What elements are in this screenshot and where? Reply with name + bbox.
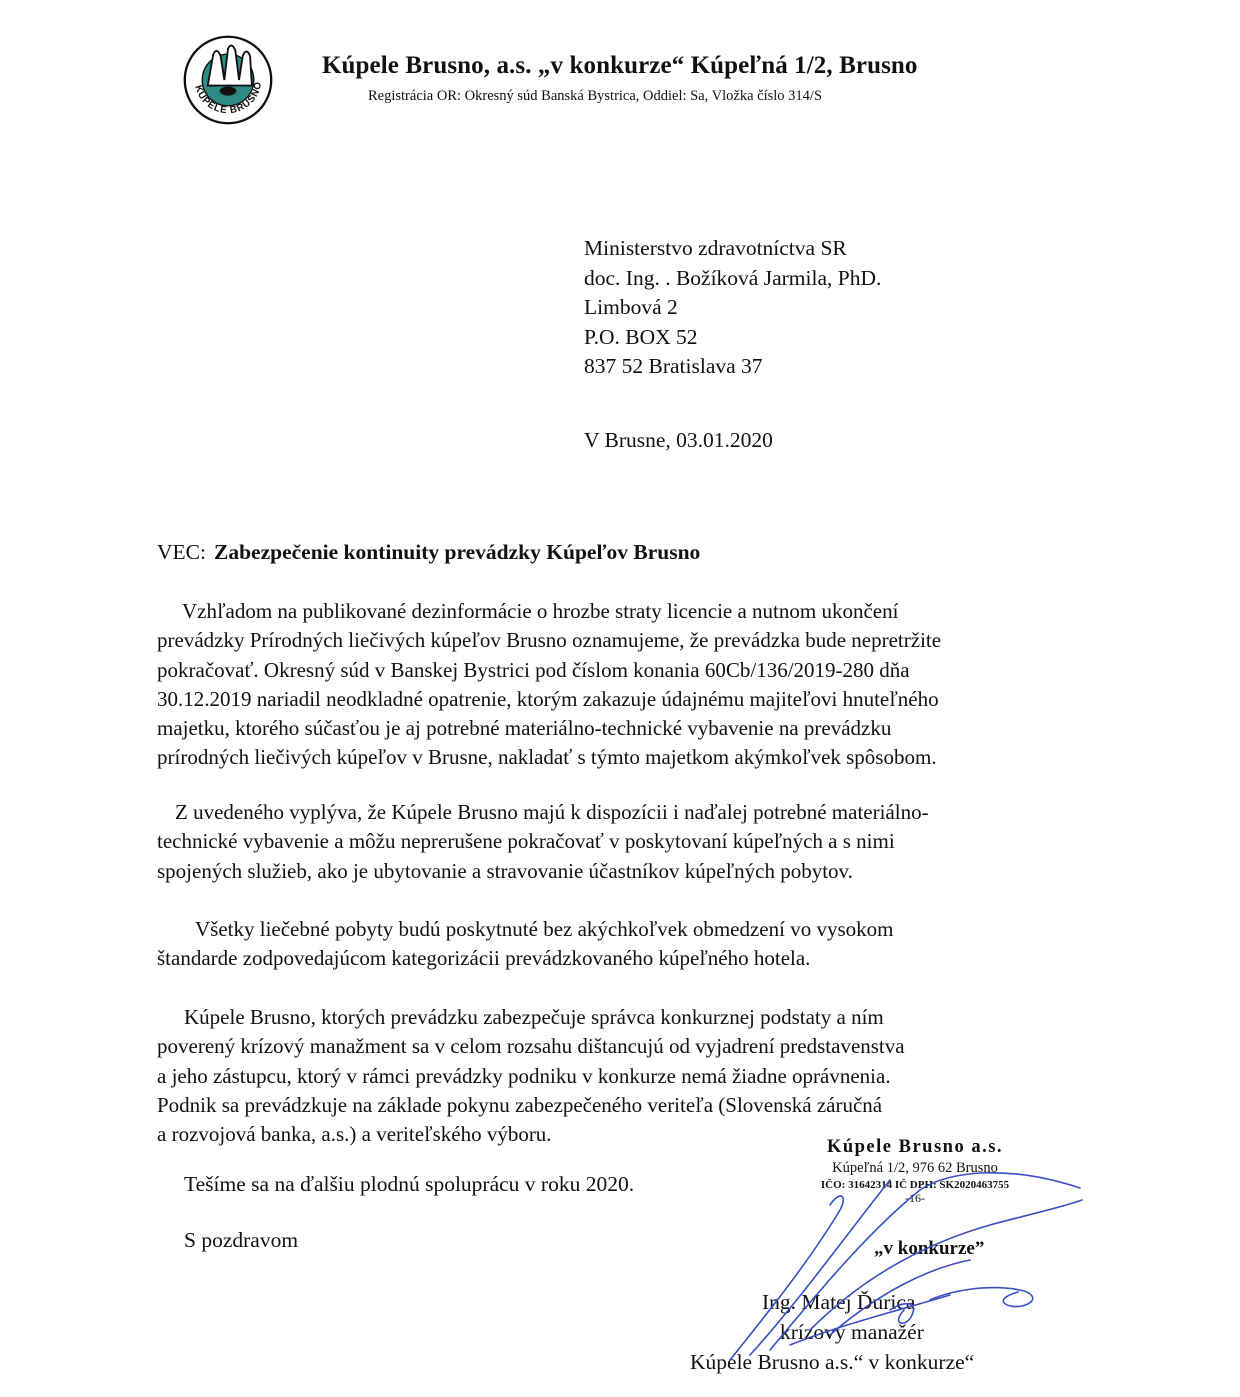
paragraph-line: prevádzky Prírodných liečivých kúpeľov Brusno oznamujeme, že prevádzka bude nepretržite: [157, 628, 942, 653]
signatory-name: Ing. Matej Ďurica: [762, 1290, 916, 1314]
body-paragraph-4: [157, 1003, 905, 1149]
company-logo: [182, 34, 274, 126]
paragraph-line: Všetky liečebné pobyty budú poskytnuté bez akýchkoľvek obmedzení vo vysokom: [195, 917, 894, 941]
paragraph-line: spojených služieb, ako je ubytovanie a stravovanie účastníkov kúpeľných pobytov.: [157, 858, 853, 883]
recipient-line: P.O. BOX 52: [584, 324, 698, 349]
recipient-line: 837 52 Bratislava 37: [584, 354, 763, 378]
stamp-ids: IČO: 31642314 IČ DPH: SK2020463755: [820, 1179, 1010, 1191]
letter-date: V Brusne, 03.01.2020: [584, 428, 773, 452]
svg-text:KÚPELE BRUSNO: KÚPELE BRUSNO: [192, 80, 265, 117]
signatory-role: krízový manažér: [780, 1320, 924, 1344]
paragraph-line: poverený krízový manažment sa v celom rozsahu dištancujú od vyjadrení predstavenstva: [157, 1034, 905, 1059]
paragraph-line: Podnik sa prevádzkuje na základe pokynu zabezpečeného veriteľa (Slovenská záručná: [157, 1092, 883, 1117]
closing-wish: Tešíme sa na ďalšiu plodnú spoluprácu v roku 2020.: [184, 1172, 635, 1196]
signatory-company: Kúpele Brusno a.s.“ v konkurze“: [690, 1350, 975, 1374]
recipient-address: [584, 234, 881, 382]
stamp-address: Kúpeľná 1/2, 976 62 Brusno: [832, 1160, 998, 1176]
stamp-company-name: Kúpele Brusno a.s.: [826, 1137, 1004, 1157]
paragraph-line: majetku, ktorého súčasťou je aj potrebné materiálno-technické vybavenie na prevádzku: [157, 716, 892, 741]
subject-line: [157, 540, 700, 565]
recipient-line: Limbová 2: [584, 295, 678, 319]
paragraph-line: prírodných liečivých kúpeľov v Brusne, nakladať s týmto majetkom akýmkoľvek spôsobom.: [157, 745, 937, 770]
handwritten-signature: [690, 1150, 1110, 1370]
company-header-title: Kúpele Brusno, a.s. „v konkurze“ Kúpeľná 1/2, Brusno: [322, 52, 918, 79]
body-paragraph-2: [157, 798, 929, 886]
recipient-line: Ministerstvo zdravotníctva SR: [584, 236, 847, 260]
paragraph-line: Kúpele Brusno, ktorých prevádzku zabezpečuje správca konkurznej podstaty a ním: [184, 1005, 884, 1029]
paragraph-line: Z uvedeného vyplýva, že Kúpele Brusno majú k dispozícii i naďalej potrebné materiálno-: [175, 800, 929, 824]
paragraph-line: a rozvojová banka, a.s.) a veriteľského výboru.: [157, 1122, 552, 1147]
stamp-status: „v konkurze”: [874, 1238, 985, 1259]
paragraph-line: štandarde zodpovedajúcom kategorizácii prevádzkovaného kúpeľného hotela.: [157, 946, 811, 971]
recipient-line: doc. Ing. . Božíková Jarmila, PhD.: [584, 265, 882, 290]
closing-greeting: S pozdravom: [184, 1228, 299, 1252]
subject-text: Zabezpečenie kontinuity prevádzky Kúpeľov Brusno: [213, 540, 701, 564]
paragraph-line: technické vybavenie a môžu neprerušene pokračovať v poskytovaní kúpeľných a s nimi: [157, 829, 895, 854]
paragraph-line: Vzhľadom na publikované dezinformácie o hrozbe straty licencie a nutnom ukončení: [182, 599, 899, 623]
stamp-number: -16-: [905, 1191, 925, 1205]
body-paragraph-3: [157, 915, 893, 974]
paragraph-line: pokračovať. Okresný súd v Banskej Bystrici pod číslom konania 60Cb/136/2019-280 dňa: [157, 657, 910, 682]
body-paragraph-1: [157, 597, 941, 773]
subject-label: VEC:: [157, 540, 206, 564]
paragraph-line: a jeho zástupcu, ktorý v rámci prevádzky podniku v konkurze nemá žiadne oprávnenia.: [157, 1063, 891, 1088]
paragraph-line: 30.12.2019 nariadil neodkladné opatrenie, ktorým zakazuje údajnému majiteľovi hnuteľného: [157, 686, 939, 711]
company-registration: Registrácia OR: Okresný súd Banská Bystrica, Oddiel: Sa, Vložka číslo 314/S: [368, 88, 823, 104]
